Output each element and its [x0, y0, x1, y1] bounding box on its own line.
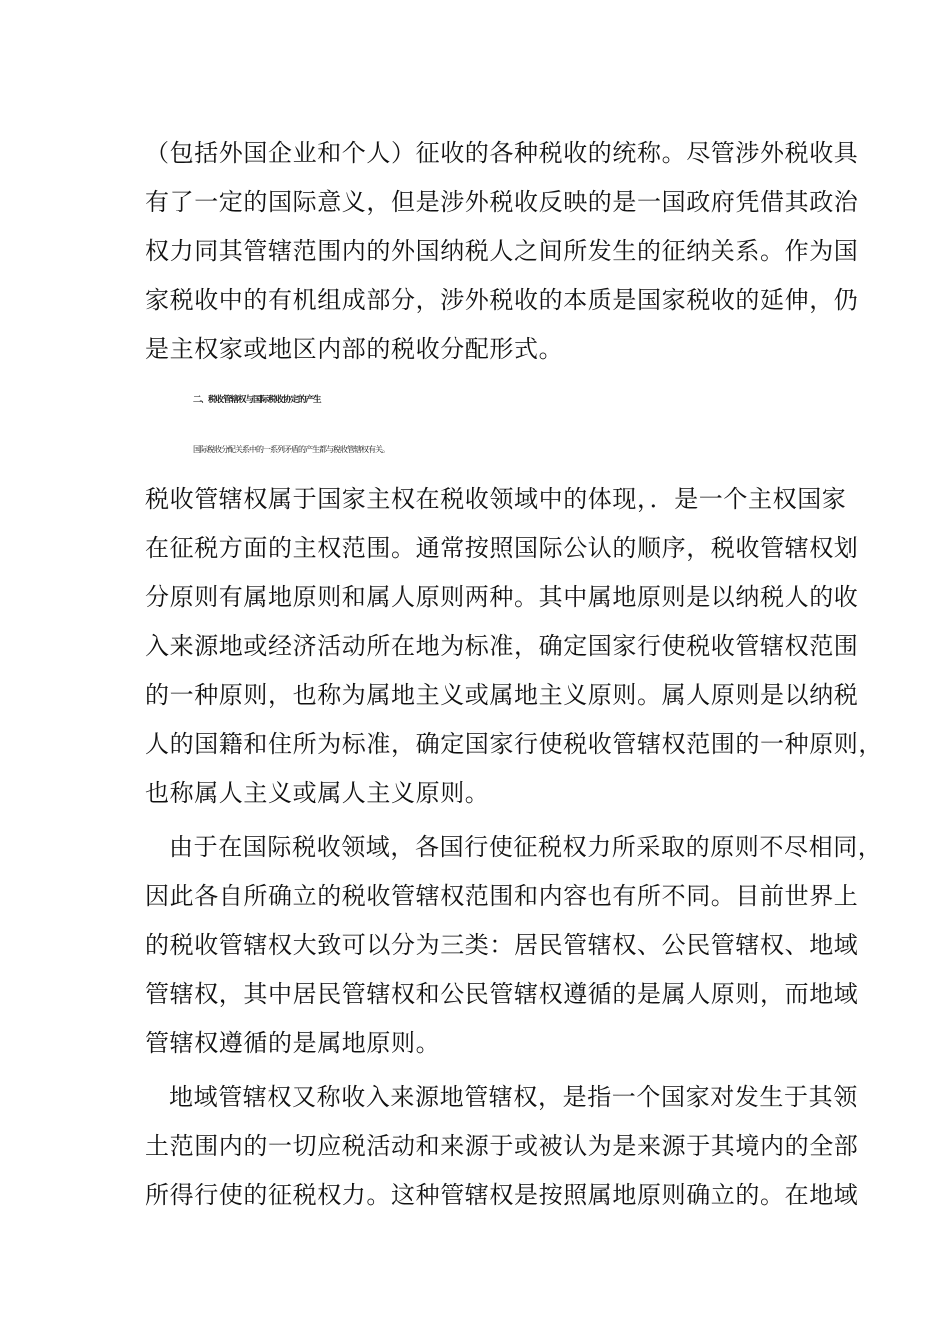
text-line: 入来源地或经济活动所在地为标准，确定国家行使税收管辖权范围: [145, 632, 859, 660]
text-line: 管辖权遵循的是属地原则。: [145, 1029, 441, 1057]
text-line: 在征税方面的主权范围。通常按照国际公认的顺序，税收管辖权划: [145, 534, 859, 562]
section-heading: 二、税收管辖权与国际税收协定的产生: [193, 395, 321, 405]
text-line: 的税收管辖权大致可以分为三类：居民管辖权、公民管辖权、地域: [145, 931, 859, 959]
text-line: 是主权家或地区内部的税收分配形式。: [145, 335, 564, 363]
text-line: 由于在国际税收领域，各国行使征税权力所采取的原则不尽相同，: [169, 833, 883, 861]
text-line: 也称属人主义或属人主义原则。: [145, 779, 490, 807]
text-line: 权力同其管辖范围内的外国纳税人之间所发生的征纳关系。作为国: [145, 237, 859, 265]
text-line: 的一种原则，也称为属地主义或属地主义原则。属人原则是以纳税: [145, 681, 859, 709]
text-line: 所得行使的征税权力。这种管辖权是按照属地原则确立的。在地域: [145, 1181, 859, 1209]
text-line: 国际税收分配关系中的一系列矛盾的产生都与税收管辖权有关。: [193, 445, 389, 454]
text-line: 分原则有属地原则和属人原则两种。其中属地原则是以纳税人的收: [145, 583, 859, 611]
text-line: 土范围内的一切应税活动和来源于或被认为是来源于其境内的全部: [145, 1132, 859, 1160]
text-line: 人的国籍和住所为标准，确定国家行使税收管辖权范围的一种原则，: [145, 730, 883, 758]
text-line: 因此各自所确立的税收管辖权范围和内容也有所不同。目前世界上: [145, 882, 859, 910]
text-line: 有了一定的国际意义，但是涉外税收反映的是一国政府凭借其政治: [145, 188, 859, 216]
text-line: 家税收中的有机组成部分，涉外税收的本质是国家税收的延伸，仍: [145, 286, 859, 314]
text-line: （包括外国企业和个人）征收的各种税收的统称。尽管涉外税收具: [145, 139, 859, 167]
text-line: 地域管辖权又称收入来源地管辖权，是指一个国家对发生于其领: [169, 1083, 858, 1111]
text-line: 管辖权，其中居民管辖权和公民管辖权遵循的是属人原则，而地域: [145, 980, 859, 1008]
text-line: 税收管辖权属于国家主权在税收领域中的体现，．是一个主权国家: [145, 485, 847, 513]
